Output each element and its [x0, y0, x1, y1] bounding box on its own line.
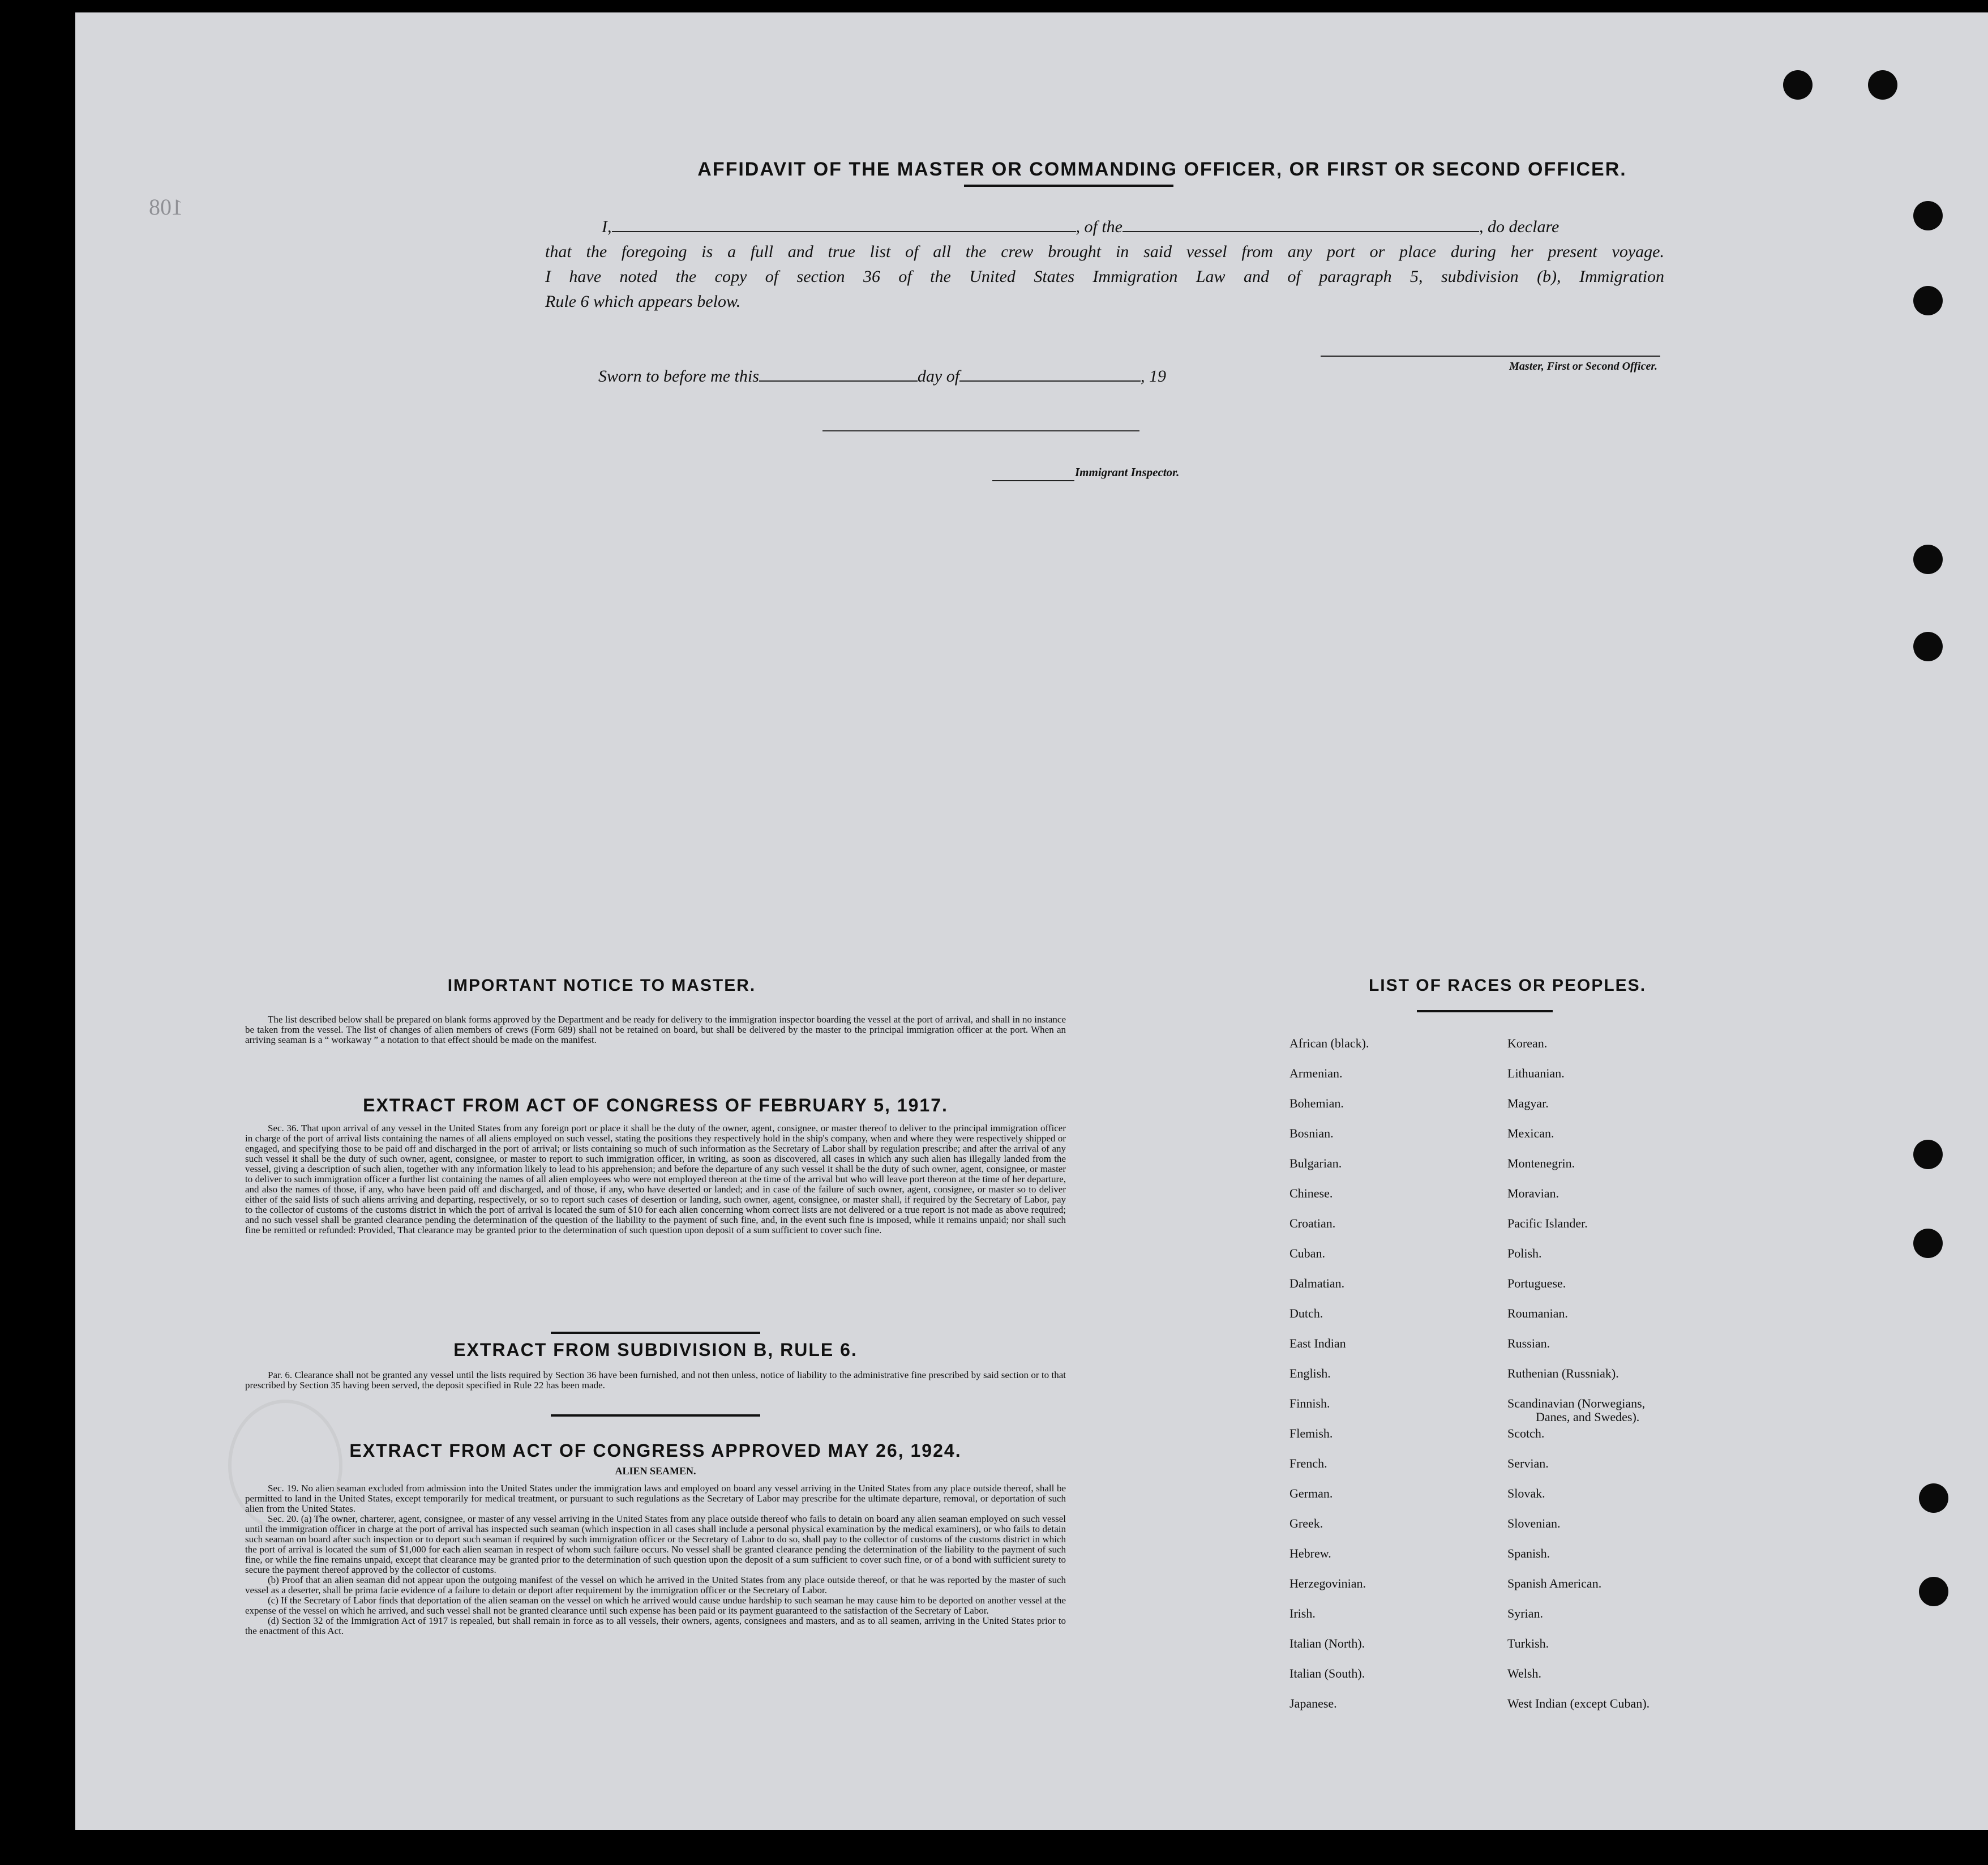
race-item: Italian (South). [1289, 1666, 1365, 1680]
race-item: Moravian. [1507, 1186, 1559, 1200]
inspector-name-field[interactable] [992, 480, 1074, 481]
document-page [75, 12, 1988, 1830]
notice-title: IMPORTANT NOTICE TO MASTER. [447, 976, 756, 995]
notice-body [245, 1015, 1066, 1045]
binding-hole-4 [1913, 286, 1943, 315]
binding-hole-10 [1919, 1577, 1948, 1606]
sec20a-paragraph: Sec. 20. (a) The owner, charterer, agent, consignee, or master of any vessel arriving in the United States from any place outside thereof who fails to detain on board any alien seaman employed on such vessel until the immigration officer in charge at the port of arrival has inspected such seaman (which inspection in all cases shall include a personal physical examination by the medical examiners), or who fails to detain such seaman on board after such inspection or to deport such seaman if required by such immigration officer or the Secretary of Labor to do so, shall pay to the collector of customs of the customs district in which the port of arrival is located the sum of $1,000 for each alien seaman in respect of whom such failure occurs. No vessel shall be granted clearance pending the determination of the liability to the payment of such fine, or while the fine remains unpaid, except that clearance may be granted prior to the determination of such question upon the deposit of a sum sufficient to cover such fine, or of a bond with sufficient surety to secure the payment thereof approved by the collector of customs. [245, 1513, 1066, 1575]
title-underline [964, 185, 1173, 187]
race-item: Portuguese. [1507, 1276, 1566, 1290]
rule6-paragraph: Par. 6. Clearance shall not be granted any vessel until the lists required by Section 36 have been furnished, and not then unless, notice of liability to the administrative fine prescribed by said section or to that prescribed by Section 35 having been served, the deposit specified in Rule 22 has been made. [245, 1370, 1066, 1391]
binding-hole-7 [1913, 1140, 1943, 1169]
race-item: Armenian. [1289, 1066, 1343, 1080]
race-item: Spanish. [1507, 1546, 1550, 1560]
race-item: Montenegrin. [1507, 1156, 1575, 1170]
do-declare-text: , do declare [1479, 217, 1559, 236]
races-title-underline [1417, 1010, 1553, 1012]
binding-hole-3 [1913, 201, 1943, 230]
race-item: Cuban. [1289, 1246, 1325, 1260]
race-item: Finnish. [1289, 1396, 1330, 1410]
affidavit-title: AFFIDAVIT OF THE MASTER OR COMMANDING OFFICER, OR FIRST OR SECOND OFFICER. [697, 159, 1627, 180]
race-item: Italian (North). [1289, 1636, 1365, 1650]
of-the-text: , of the [1076, 217, 1122, 236]
race-item: Mexican. [1507, 1126, 1554, 1140]
sec19-paragraph: Sec. 19. No alien seaman excluded from admission into the United States under the immigration laws and employed on board any vessel arriving in the United States from any place outside thereof, shall be permitted to land in the United States, except temporarily for medical treatment, or pursuant to such regulations as the Secretary of Labor may prescribe for the ultimate departure, removal, or deportation of such alien from the United States. [245, 1483, 1066, 1514]
race-item: Dalmatian. [1289, 1276, 1345, 1290]
race-item: Bohemian. [1289, 1096, 1344, 1110]
sec20b-paragraph: (b) Proof that an alien seaman did not appear upon the outgoing manifest of the vessel on which he arrived in the United States from any place outside thereof, or that he was reported by the master of such vessel as a deserter, shall be prima facie evidence of a failure to detain or deport after requirement by the immigration officer or the Secretary of Labor. [245, 1575, 1066, 1595]
race-item: Slovenian. [1507, 1516, 1561, 1530]
divider-1917 [551, 1332, 760, 1334]
binding-hole-1 [1783, 70, 1813, 100]
binding-hole-6 [1913, 632, 1943, 661]
race-item: Lithuanian. [1507, 1066, 1565, 1080]
race-item: Hebrew. [1289, 1546, 1331, 1560]
race-item: Bosnian. [1289, 1126, 1334, 1140]
race-item: Herzegovinian. [1289, 1576, 1366, 1590]
race-item: Turkish. [1507, 1636, 1549, 1650]
alien-seamen-subtitle: ALIEN SEAMEN. [615, 1465, 696, 1477]
sworn-month-field[interactable] [959, 367, 1141, 382]
extract-1917-title: EXTRACT FROM ACT OF CONGRESS OF FEBRUARY 5, 1917. [363, 1095, 948, 1115]
race-item: African (black). [1289, 1036, 1369, 1050]
race-item: Scandinavian (Norwegians, [1507, 1396, 1646, 1410]
race-item: English. [1289, 1366, 1331, 1380]
sec20d-paragraph: (d) Section 32 of the Immigration Act of 1917 is repealed, but shall remain in force as to all vessels, their owners, agents, consignees and masters, and as to all seamen, arriving in the United States prior to the enactment of this Act. [245, 1615, 1066, 1636]
rule6-body [245, 1370, 1066, 1391]
race-item: Servian. [1507, 1456, 1549, 1470]
rule6-title: EXTRACT FROM SUBDIVISION B, RULE 6. [453, 1340, 858, 1360]
extract-1924-title: EXTRACT FROM ACT OF CONGRESS APPROVED MAY 26, 1924. [349, 1440, 962, 1461]
notice-paragraph: The list described below shall be prepared on blank forms approved by the Department and be ready for delivery to the immigration inspector boarding the vessel at the port of arrival, and shall in no instance be taken from the vessel. The list of changes of alien members of crews (Form 689) shall not be retained on board, but shall be delivered by the master to the principal immigration officer at the port. When an arriving seaman is a “ workaway ” a notation to that effect should be made on the manifest. [245, 1014, 1066, 1045]
scan-border [0, 1830, 1988, 1865]
race-item: Magyar. [1507, 1096, 1549, 1110]
inspector-signature-line[interactable] [822, 430, 1139, 431]
officer-signature-field[interactable] [1321, 356, 1660, 357]
race-item: Irish. [1289, 1606, 1316, 1620]
extract-1917-body [245, 1123, 1066, 1235]
race-item: Slovak. [1507, 1486, 1545, 1500]
declarant-prefix: I, [602, 217, 612, 236]
race-item: German. [1289, 1486, 1333, 1500]
race-item: Roumanian. [1507, 1306, 1568, 1320]
race-item: Greek. [1289, 1516, 1323, 1530]
race-item: Chinese. [1289, 1186, 1333, 1200]
race-item: Russian. [1507, 1336, 1550, 1350]
divider-rule6 [551, 1414, 760, 1417]
section-36-paragraph: Sec. 36. That upon arrival of any vessel in the United States from any foreign port or place it shall be the duty of the owner, agent, consignee, or master thereof to deliver to the principal immigration officer in charge of the port of arrival lists containing the names of all aliens employed on such vessel, stating the positions they respectively hold in the ship's company, when and where they were respectively shipped or engaged, and specifying those to be paid off and discharged in the port of arrival; or lists containing so much of such information as the Secretary of Labor shall by regulation prescribe; and after the arrival of any such vessel it shall be the duty of such owner, agent, consignee, or master to report to such immigration officer, in writing, as soon as discovered, all cases in which any such alien has illegally landed from the vessel, giving a description of such alien, together with any information likely to lead to his apprehension; and before the departure of any such vessel it shall be the duty of such owner, agent, consignee, or master to deliver to such immigration officer a further list containing the names of all alien employees who were not employed thereon at the time of the arrival but who will leave port thereon at the time of her departure, and also the names of those, if any, who have been paid off and discharged, and of those, if any, who have deserted or landed; and in case of the failure of such owner, agent, consignee, or master so to deliver either of the said lists of such aliens arriving and departing, respectively, or so to report such cases of desertion or landing, such owner, agent, consignee, or master shall, if required by the Secretary of Labor, pay to the collector of customs of the customs district in which the port of arrival is located the sum of $10 for each alien concerning whom correct lists are not delivered or a true report is not made as above required; and no such vessel shall be granted clearance pending the determination of the question of the liability to the payment of such fine, and, in the event such fine is imposed, while it remains unpaid; nor shall such fine be remitted or refunded: Provided, That clearance may be granted prior to the determination of such question upon deposit of a sum sufficient to cover such fine. [245, 1123, 1066, 1235]
race-item: Japanese. [1289, 1696, 1337, 1710]
sworn-prefix: Sworn to before me this [598, 367, 759, 386]
inspector-label: Immigrant Inspector. [1075, 465, 1180, 479]
race-item: Bulgarian. [1289, 1156, 1342, 1170]
sworn-day-field[interactable] [759, 367, 918, 382]
race-item: West Indian (except Cuban). [1507, 1696, 1650, 1710]
declaration-line-1 [602, 217, 1664, 237]
race-item: Welsh. [1507, 1666, 1541, 1680]
binding-hole-8 [1913, 1229, 1943, 1258]
race-item: Scotch. [1507, 1426, 1545, 1440]
day-of-text: day of [917, 367, 960, 386]
race-item: East Indian [1289, 1336, 1346, 1350]
race-item: Ruthenian (Russniak). [1507, 1366, 1619, 1380]
binding-hole-5 [1913, 545, 1943, 574]
officer-signature-label: Master, First or Second Officer. [1509, 360, 1657, 373]
race-item: Korean. [1507, 1036, 1548, 1050]
page-number-mirrored: 108 [149, 194, 183, 220]
declaration-line-3: I have noted the copy of section 36 of the United States Immigration Law and of paragraph 5, subdivision (b), Immigration [545, 267, 1664, 286]
sworn-line [598, 367, 1166, 386]
race-item: Spanish American. [1507, 1576, 1602, 1590]
year-prefix: , 19 [1141, 367, 1167, 386]
vessel-name-field[interactable] [1122, 217, 1479, 232]
race-item: Croatian. [1289, 1216, 1336, 1230]
declarant-name-field[interactable] [612, 217, 1076, 232]
race-item: Polish. [1507, 1246, 1542, 1260]
race-item: Dutch. [1289, 1306, 1323, 1320]
race-item: Flemish. [1289, 1426, 1333, 1440]
binding-hole-2 [1868, 70, 1897, 100]
race-item: French. [1289, 1456, 1327, 1470]
binding-hole-9 [1919, 1483, 1948, 1513]
extract-1924-body [245, 1483, 1066, 1636]
declaration-line-4: Rule 6 which appears below. [545, 292, 741, 311]
declaration-line-2: that the foregoing is a full and true list of all the crew brought in said vessel from any port or place during her present voyage. [545, 242, 1664, 261]
race-item: Danes, and Swedes). [1536, 1410, 1640, 1424]
race-item: Pacific Islander. [1507, 1216, 1588, 1230]
races-title: LIST OF RACES OR PEOPLES. [1368, 976, 1647, 995]
race-item: Syrian. [1507, 1606, 1543, 1620]
sec20c-paragraph: (c) If the Secretary of Labor finds that deportation of the alien seaman on the vessel on which he arrived would cause undue hardship to such seaman he may cause him to be deported on another vessel at the expense of the vessel on which he arrived, and such vessel shall not be granted clearance until such expense has been paid or its payment guaranteed to the satisfaction of the Secretary of Labor. [245, 1595, 1066, 1616]
